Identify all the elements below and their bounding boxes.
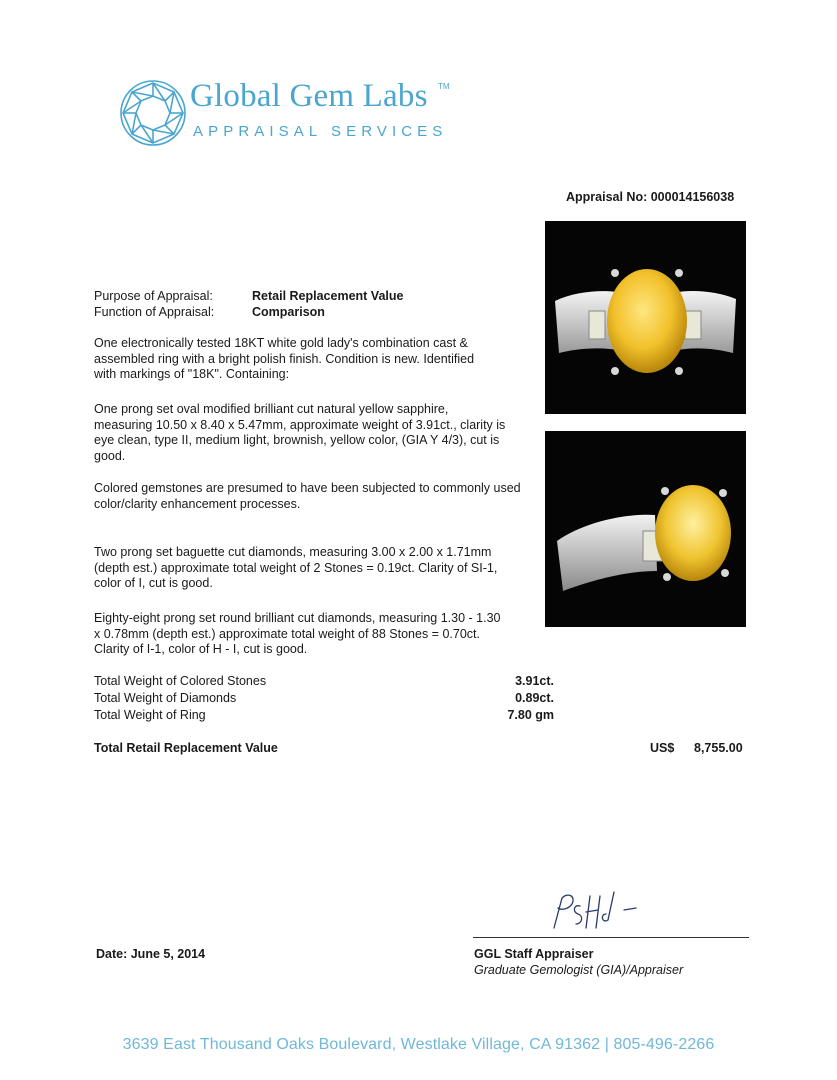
enhancement-note: Colored gemstones are presumed to have been subjected to commonly used color/clarity enhancement processes.: [94, 481, 521, 511]
diamond-outline-icon: [118, 78, 188, 148]
function-value: Comparison: [252, 304, 325, 319]
trademark-mark: TM: [438, 82, 450, 91]
purpose-value: Retail Replacement Value: [252, 289, 404, 303]
brand-tagline: APPRAISAL SERVICES: [193, 123, 448, 140]
baguette-description: Two prong set baguette cut diamonds, measuring 3.00 x 2.00 x 1.71mm (depth est.) approximate total weight of 2 Stones = 0.19ct. Clarity of SI-1, color of I, cut is good.: [94, 545, 498, 590]
total-row: [94, 691, 554, 708]
total-label: Total Weight of Diamonds: [94, 691, 237, 705]
total-value: 3.91ct.: [515, 674, 554, 688]
signature-line: [473, 937, 749, 938]
total-label: Total Weight of Colored Stones: [94, 674, 267, 688]
purpose-row: [94, 289, 403, 305]
ring-photo-front: [545, 221, 746, 414]
total-label: Total Weight of Ring: [94, 708, 206, 722]
footer-address: 3639 East Thousand Oaks Boulevard, Westlake Village, CA 91362 | 805-496-2266: [122, 1036, 715, 1053]
total-row: [94, 708, 554, 725]
function-row: [94, 305, 403, 321]
appraiser-signature: [540, 884, 660, 936]
ring-photo-angle: [545, 431, 746, 627]
brand-name: Global Gem Labs: [190, 78, 428, 114]
purpose-label: Purpose of Appraisal:: [94, 289, 213, 303]
total-value-currency: US$: [650, 741, 675, 755]
total-value: 7.80 gm: [507, 708, 554, 722]
appraiser-title: GGL Staff Appraiser: [474, 947, 594, 961]
sapphire-description: One prong set oval modified brilliant cut natural yellow sapphire, measuring 10.50 x 8.40 x 5.47mm, approximate weight of 3.91ct., clarity is eye clean, type II, medium light, brownish, yellow color, (GIA Y 4/3), cut is good.: [94, 402, 506, 463]
round-diamond-description: Eighty-eight prong set round brilliant cut diamonds, measuring 1.30 - 1.30 x 0.78mm (depth est.) approximate total weight of 88 Stones = 0.70ct. Clarity of I-1, color of H - I, cut is good.: [94, 611, 501, 656]
total-row: [94, 674, 554, 691]
weight-totals: [94, 674, 554, 725]
appraisal-number: Appraisal No: 000014156038: [566, 190, 735, 204]
total-value-amount: 8,755.00: [694, 741, 743, 755]
total-value: 0.89ct.: [515, 691, 554, 705]
ring-description: One electronically tested 18KT white gold lady's combination cast & assembled ring with a bright polish finish. Condition is new. Identified with markings of "18K". Containing:: [94, 336, 475, 381]
function-label: Function of Appraisal:: [94, 304, 215, 319]
appraisal-date: Date: June 5, 2014: [96, 947, 206, 961]
appraiser-credentials: Graduate Gemologist (GIA)/Appraiser: [474, 963, 684, 977]
total-value-label: Total Retail Replacement Value: [94, 741, 278, 755]
